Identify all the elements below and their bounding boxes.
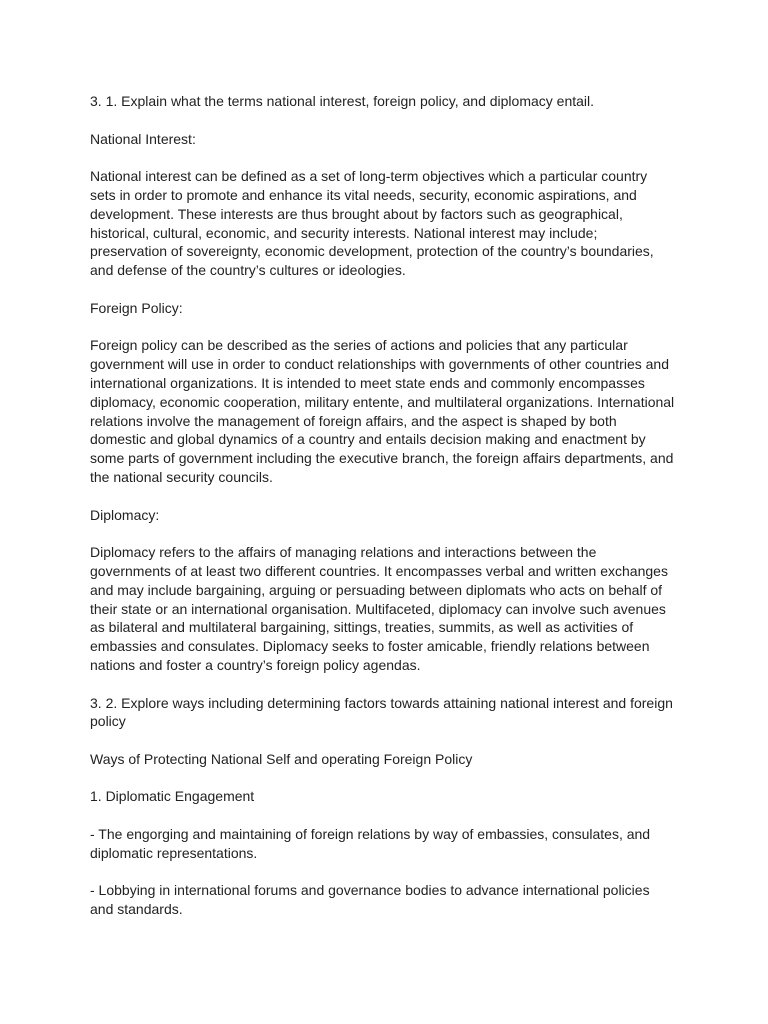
paragraph-diplomacy: Diplomacy refers to the affairs of managing relations and interactions between the governments of at least two different countries. It encompasses verbal and written exchanges and may include bargaining, arguing or persuading between diplomats who acts on behalf of their state or an international organisation. Multifaceted, diplomacy can involve such avenues as bilateral and multilateral bargaining, sittings, treaties, summits, as well as activities of embassies and consulates. Diplomacy seeks to foster amicable, friendly relations between nations and foster a country’s foreign policy agendas. xyxy=(90,544,668,673)
document-page xyxy=(90,92,676,938)
section-label-ways: Ways of Protecting National Self and operating Foreign Policy xyxy=(90,750,473,767)
question-heading-3-2: 3. 2. Explore ways including determining factors towards attaining national interest and foreign policy xyxy=(90,694,673,730)
bullet-item-foreign-relations: - The engorging and maintaining of foreign relations by way of embassies, consulates, and diplomatic representations. xyxy=(90,826,651,861)
bullet-item-lobbying: - Lobbying in international forums and governance bodies to advance international policies and standards. xyxy=(90,882,650,918)
paragraph-national-interest: National interest can be defined as a set of long-term objectives which a particular country sets in order to promote and enhance its vital needs, security, economic aspirations, and development. These interests are thus brought about by factors such as geographical, historical, cultural, economic, and security interests. National interest may include; preservation of sovereignty, economic development, protection of the country’s boundaries, and defense of the country’s cultures or ideologies. xyxy=(90,168,654,279)
section-label-foreign-policy: Foreign Policy: xyxy=(90,299,183,316)
list-heading-diplomatic-engagement: 1. Diplomatic Engagement xyxy=(90,788,255,805)
section-label-national-interest: National Interest: xyxy=(90,130,196,147)
question-heading-3-1: 3. 1. Explain what the terms national interest, foreign policy, and diplomacy entail. xyxy=(90,93,595,109)
section-label-diplomacy: Diplomacy: xyxy=(90,506,160,523)
paragraph-foreign-policy: Foreign policy can be described as the series of actions and policies that any particular government will use in order to conduct relationships with governments of other countries and international organizations. It is intended to meet state ends and commonly encompasses diplomacy, economic cooperation, military entente, and multilateral organizations. International relations involve the management of foreign affairs, and the aspect is shaped by both domestic and global dynamics of a country and entails decision making and enactment by some parts of government including the executive branch, the foreign affairs departments, and the national security councils. xyxy=(90,337,675,485)
